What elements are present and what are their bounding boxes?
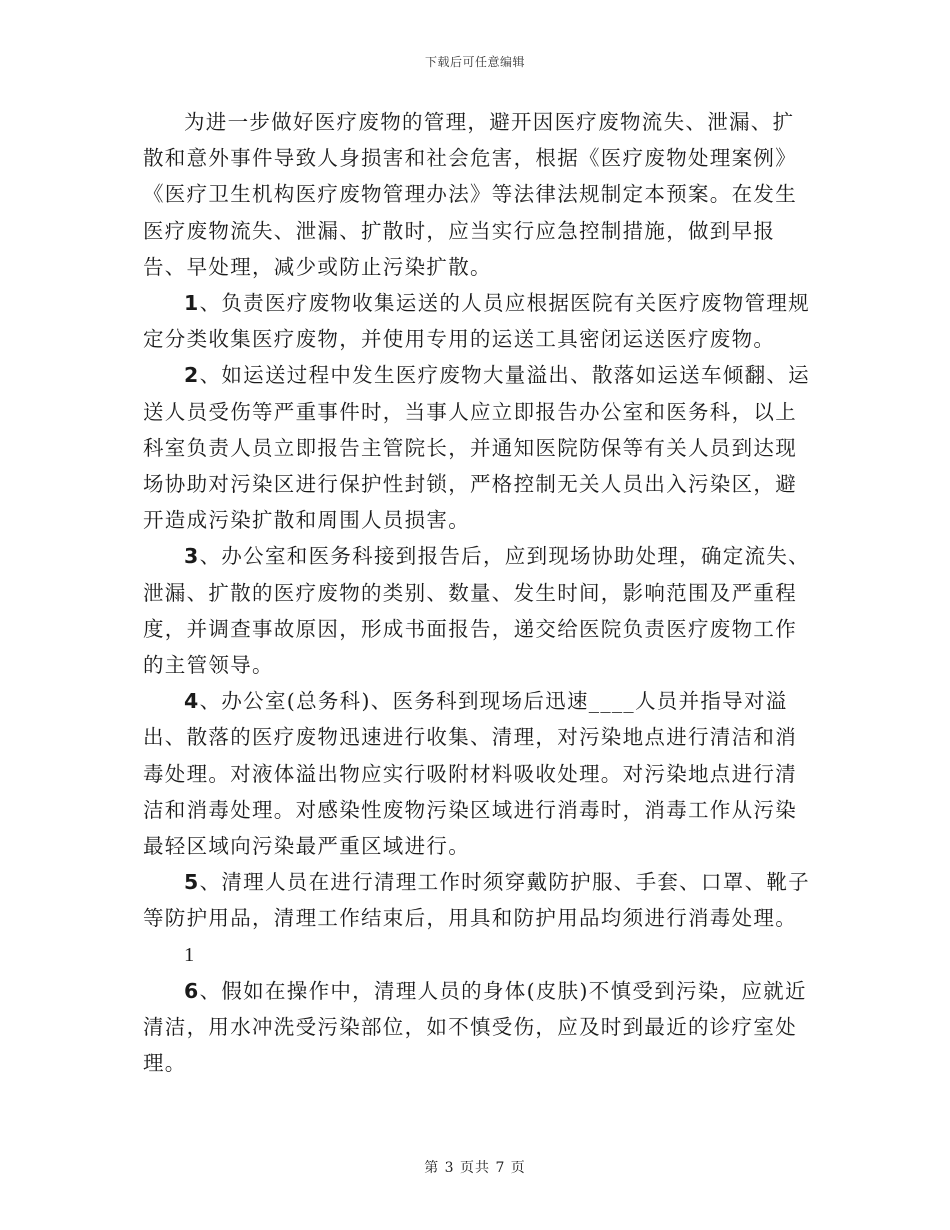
- clause-2-paragraph: [143, 357, 811, 538]
- clause-number: 6: [184, 978, 200, 1003]
- clause-1-paragraph: [143, 285, 811, 357]
- paragraph-text: 为进一步做好医疗废物的管理，避开因医疗废物流失、泄漏、扩散和意外事件导致人身损害和社会危害，根据《医疗废物处理案例》《医疗卫生机构医疗废物管理办法》等法律法规制定本预案。在发生医疗废物流失、泄漏、扩散时，应当实行应急控制措施，做到早报告、早处理，减少或防止污染扩散。: [143, 110, 797, 279]
- document-body: [143, 104, 811, 1081]
- clause-3-paragraph: [143, 538, 811, 683]
- clause-number: 2: [184, 363, 200, 388]
- clause-number: 1: [184, 291, 200, 316]
- paragraph-text: 、如运送过程中发生医疗废物大量溢出、散落如运送车倾翻、运送人员受伤等严重事件时，当事人应立即报告办公室和医务科，以上科室负责人员立即报告主管院长，并通知医院防保等有关人员到达现场协助对污染区进行保护性封锁，严格控制无关人员出入污染区，避开造成污染扩散和周围人员损害。: [143, 363, 810, 533]
- clause-number: 4: [184, 689, 200, 714]
- paragraph-text: 、清理人员在进行清理工作时须穿戴防护服、手套、口罩、靴子等防护用品，清理工作结束后，用具和防护用品均须进行消毒处理。: [143, 870, 810, 931]
- paragraph-text: 、假如在操作中，清理人员的身体(皮肤)不慎受到污染，应就近清洁，用水冲洗受污染部位，如不慎受伤，应及时到最近的诊疗室处理。: [143, 978, 807, 1076]
- paragraph-text: 1: [184, 943, 196, 966]
- clause-5-paragraph: [143, 864, 811, 936]
- clause-number: 5: [184, 870, 200, 895]
- page-footer: 第 3 页共 7 页: [424, 1160, 526, 1176]
- page-header: 下载后可任意编辑: [424, 55, 525, 69]
- clause-6-paragraph: [143, 973, 811, 1082]
- clause-number: 3: [184, 544, 200, 569]
- inline-page-number: [143, 937, 811, 973]
- intro-paragraph: [143, 104, 811, 285]
- paragraph-text: 、负责医疗废物收集运送的人员应根据医院有关医疗废物管理规定分类收集医疗废物，并使用专用的运送工具密闭运送医疗废物。: [143, 291, 810, 352]
- paragraph-text: 、办公室和医务科接到报告后，应到现场协助处理，确定流失、泄漏、扩散的医疗废物的类别、数量、发生时间，影响范围及严重程度，并调查事故原因，形成书面报告，递交给医院负责医疗废物工作的主管领导。: [143, 544, 810, 678]
- clause-4-paragraph: [143, 683, 811, 864]
- paragraph-text: 、办公室(总务科)、医务科到现场后迅速____人员并指导对溢出、散落的医疗废物迅速进行收集、清理，对污染地点进行清洁和消毒处理。对液体溢出物应实行吸附材料吸收处理。对污染地点进行清洁和消毒处理。对感染性废物污染区域进行消毒时，消毒工作从污染最轻区域向污染最严重区域进行。: [143, 689, 797, 859]
